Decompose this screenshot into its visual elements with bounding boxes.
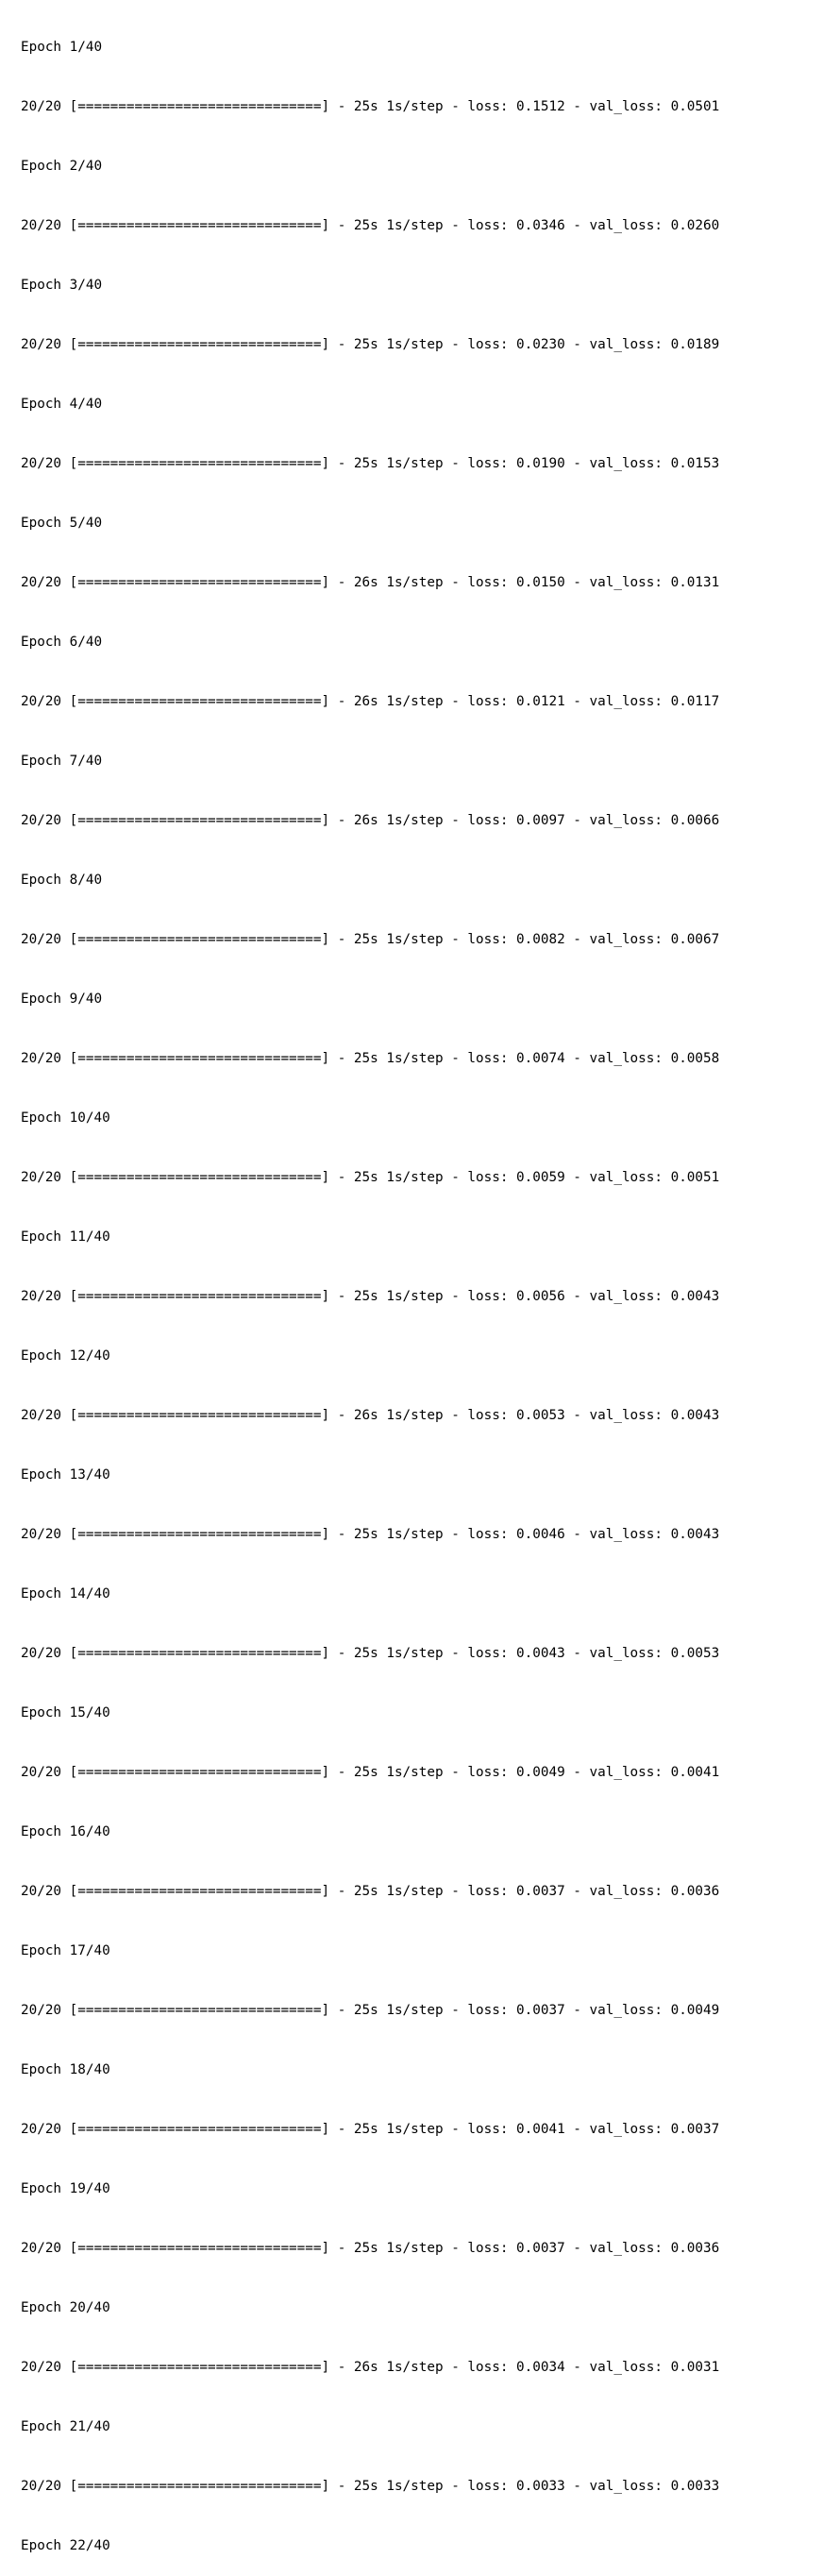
epoch-header-line: Epoch 10/40 [21, 1110, 110, 1126]
epoch-header-line: Epoch 11/40 [21, 1229, 110, 1245]
progress-line: 20/20 [==============================] - 25s 1s/step - loss: 0.0037 - val_loss: 0.0036 [21, 1884, 720, 1899]
epoch-header-line: Epoch 2/40 [21, 159, 103, 174]
progress-line: 20/20 [==============================] - 26s 1s/step - loss: 0.0053 - val_loss: 0.0043 [21, 1408, 720, 1423]
epoch-header-line: Epoch 12/40 [21, 1348, 110, 1364]
progress-line: 20/20 [==============================] - 25s 1s/step - loss: 0.0230 - val_loss: 0.0189 [21, 337, 720, 352]
progress-line: 20/20 [==============================] - 25s 1s/step - loss: 0.0046 - val_loss: 0.0043 [21, 1527, 720, 1542]
epoch-header-line: Epoch 4/40 [21, 397, 103, 412]
epoch-header-line: Epoch 21/40 [21, 2419, 110, 2434]
progress-line: 20/20 [==============================] - 25s 1s/step - loss: 0.0074 - val_loss: 0.0058 [21, 1051, 720, 1066]
training-log-output [21, 0, 818, 2576]
epoch-header-line: Epoch 15/40 [21, 1705, 110, 1720]
epoch-header-line: Epoch 1/40 [21, 40, 103, 55]
epoch-header-line: Epoch 22/40 [21, 2538, 110, 2553]
epoch-header-line: Epoch 7/40 [21, 754, 103, 769]
epoch-header-line: Epoch 19/40 [21, 2181, 110, 2196]
progress-line: 20/20 [==============================] - 26s 1s/step - loss: 0.0097 - val_loss: 0.0066 [21, 813, 720, 828]
progress-line: 20/20 [==============================] - 26s 1s/step - loss: 0.0121 - val_loss: 0.0117 [21, 694, 720, 709]
epoch-header-line: Epoch 17/40 [21, 1943, 110, 1958]
epoch-header-line: Epoch 3/40 [21, 278, 103, 293]
progress-line: 20/20 [==============================] - 25s 1s/step - loss: 0.0043 - val_loss: 0.0053 [21, 1646, 720, 1661]
progress-line: 20/20 [==============================] - 25s 1s/step - loss: 0.0082 - val_loss: 0.0067 [21, 932, 720, 947]
epoch-header-line: Epoch 5/40 [21, 516, 103, 531]
progress-line: 20/20 [==============================] - 25s 1s/step - loss: 0.0041 - val_loss: 0.0037 [21, 2122, 720, 2137]
epoch-header-line: Epoch 6/40 [21, 635, 103, 650]
epoch-header-line: Epoch 9/40 [21, 991, 103, 1007]
progress-line: 20/20 [==============================] - 26s 1s/step - loss: 0.0150 - val_loss: 0.0131 [21, 575, 720, 590]
progress-line: 20/20 [==============================] - 25s 1s/step - loss: 0.1512 - val_loss: 0.0501 [21, 99, 720, 114]
epoch-header-line: Epoch 20/40 [21, 2300, 110, 2315]
epoch-header-line: Epoch 13/40 [21, 1467, 110, 1483]
progress-line: 20/20 [==============================] - 25s 1s/step - loss: 0.0033 - val_loss: 0.0033 [21, 2479, 720, 2494]
progress-line: 20/20 [==============================] - 25s 1s/step - loss: 0.0346 - val_loss: 0.0260 [21, 218, 720, 233]
progress-line: 20/20 [==============================] - 25s 1s/step - loss: 0.0059 - val_loss: 0.0051 [21, 1170, 720, 1185]
progress-line: 20/20 [==============================] - 25s 1s/step - loss: 0.0037 - val_loss: 0.0049 [21, 2003, 720, 2018]
epoch-header-line: Epoch 16/40 [21, 1824, 110, 1839]
epoch-header-line: Epoch 18/40 [21, 2062, 110, 2077]
progress-line: 20/20 [==============================] - 26s 1s/step - loss: 0.0034 - val_loss: 0.0031 [21, 2360, 720, 2375]
progress-line: 20/20 [==============================] - 25s 1s/step - loss: 0.0037 - val_loss: 0.0036 [21, 2241, 720, 2256]
progress-line: 20/20 [==============================] - 25s 1s/step - loss: 0.0049 - val_loss: 0.0041 [21, 1765, 720, 1780]
progress-line: 20/20 [==============================] - 25s 1s/step - loss: 0.0190 - val_loss: 0.0153 [21, 456, 720, 471]
progress-line: 20/20 [==============================] - 25s 1s/step - loss: 0.0056 - val_loss: 0.0043 [21, 1289, 720, 1304]
epoch-header-line: Epoch 14/40 [21, 1586, 110, 1602]
epoch-header-line: Epoch 8/40 [21, 873, 103, 888]
